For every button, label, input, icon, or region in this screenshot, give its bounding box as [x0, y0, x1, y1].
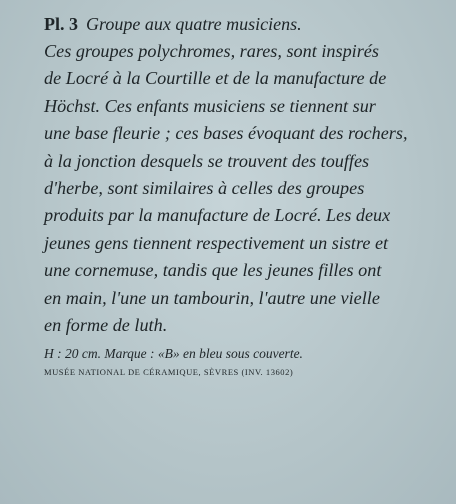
body-line: d'herbe, sont similaires à celles des groupes: [44, 178, 365, 199]
body-line: de Locré à la Courtille et de la manufacture de: [44, 68, 387, 89]
caption-heading: [44, 11, 424, 38]
dimensions-and-mark: H : 20 cm. Marque : «B» en bleu sous couverte.: [44, 346, 303, 362]
body-line: à la jonction desquels se trouvent des touffes: [44, 150, 370, 171]
caption-title: Groupe aux quatre musiciens.: [86, 14, 302, 34]
body-line: jeunes gens tiennent respectivement un sistre et: [44, 232, 389, 253]
body-line: Höchst. Ces enfants musiciens se tiennent sur: [44, 95, 376, 116]
caption-body: [44, 38, 424, 339]
body-line: en main, l'une un tambourin, l'autre une vielle: [44, 287, 380, 308]
museum-credit: MUSÉE NATIONAL DE CÉRAMIQUE, SÈVRES (INV. 13602): [44, 367, 294, 378]
body-line: produits par la manufacture de Locré. Les deux: [44, 205, 391, 226]
body-line: en forme de luth.: [44, 315, 168, 336]
plate-caption: [44, 11, 424, 379]
body-line: une base fleurie ; ces bases évoquant des rochers,: [44, 123, 408, 144]
body-line: Ces groupes polychromes, rares, sont inspirés: [44, 41, 379, 61]
plate-number: Pl. 3: [44, 14, 78, 34]
body-line: une cornemuse, tandis que les jeunes filles ont: [44, 260, 382, 281]
